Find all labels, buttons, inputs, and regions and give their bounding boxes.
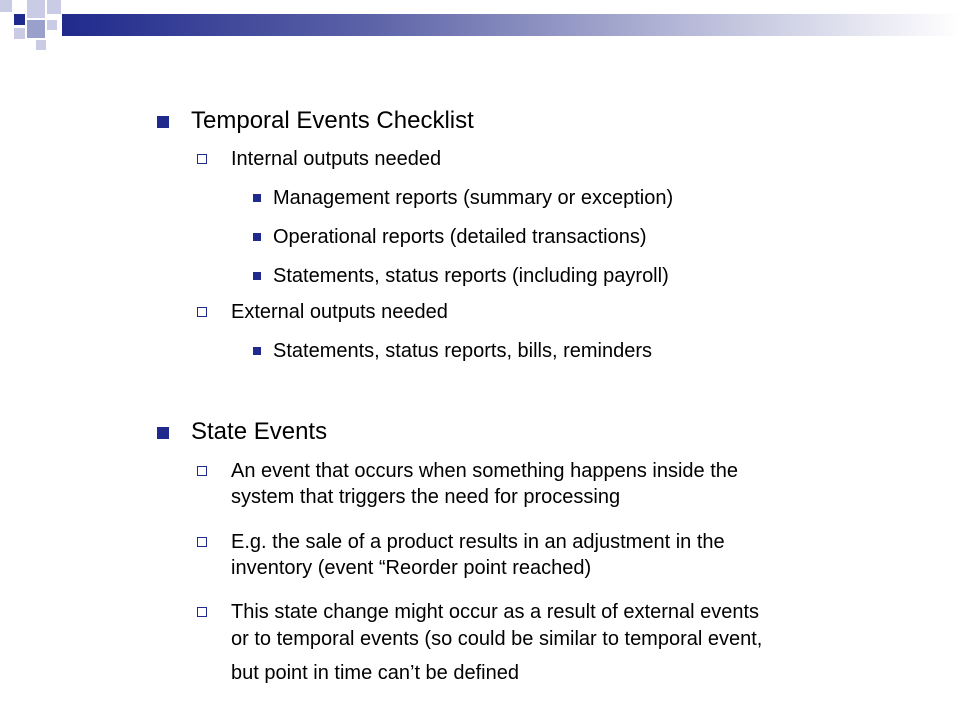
small-square-bullet-icon	[253, 347, 261, 355]
hollow-square-bullet-icon	[197, 537, 207, 547]
list-item-line: inventory (event “Reorder point reached)	[231, 557, 592, 579]
hollow-square-bullet-icon	[197, 607, 207, 617]
sub-list-item: Management reports (summary or exception)	[273, 187, 674, 209]
square-bullet-icon	[157, 427, 169, 439]
list-item-line: but point in time can’t be defined	[231, 662, 519, 684]
list-item-line: E.g. the sale of a product results in an adjustment in the	[231, 531, 725, 553]
sub-list-item: Statements, status reports, bills, reminders	[273, 340, 653, 362]
section-heading: State Events	[191, 418, 328, 445]
small-square-bullet-icon	[253, 272, 261, 280]
small-square-bullet-icon	[253, 233, 261, 241]
list-item: Internal outputs needed	[231, 148, 442, 170]
square-bullet-icon	[157, 116, 169, 128]
sub-list-item: Operational reports (detailed transactions)	[273, 226, 647, 248]
hollow-square-bullet-icon	[197, 466, 207, 476]
list-item-line: system that triggers the need for processing	[231, 486, 621, 508]
section-heading: Temporal Events Checklist	[191, 107, 474, 134]
list-item-line: An event that occurs when something happens inside the	[231, 460, 738, 482]
hollow-square-bullet-icon	[197, 307, 207, 317]
small-square-bullet-icon	[253, 194, 261, 202]
sub-list-item: Statements, status reports (including payroll)	[273, 265, 669, 287]
list-item-line: This state change might occur as a result of external events	[231, 601, 760, 623]
list-item: External outputs needed	[231, 301, 448, 323]
hollow-square-bullet-icon	[197, 154, 207, 164]
list-item-line: or to temporal events (so could be similar to temporal event,	[231, 628, 763, 650]
